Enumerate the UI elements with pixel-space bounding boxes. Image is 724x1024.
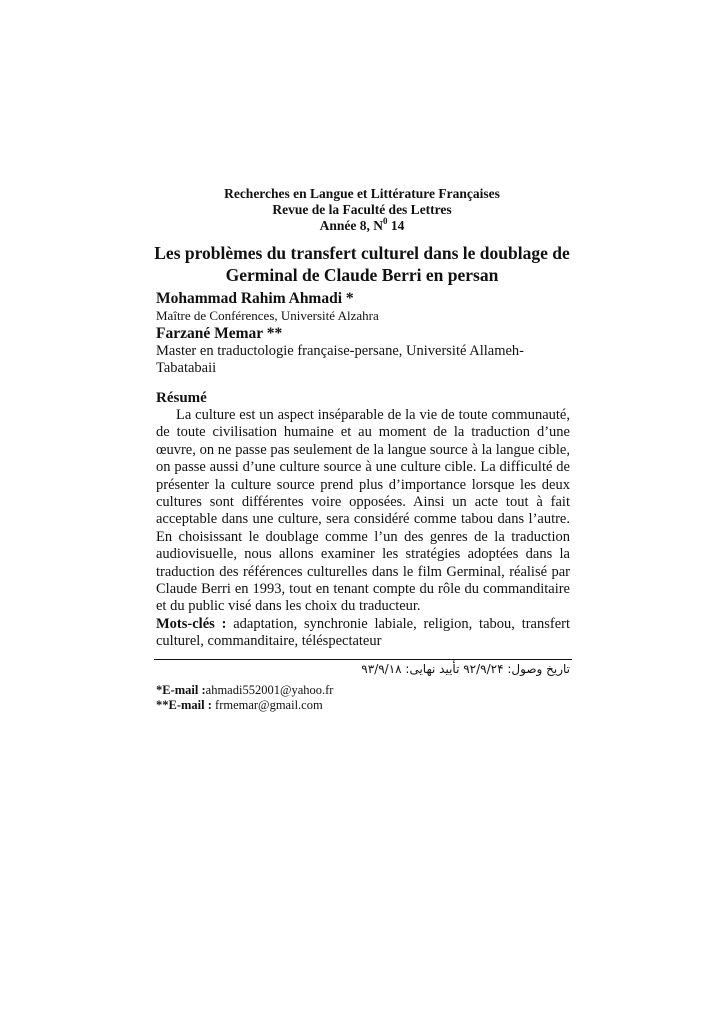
title-line-1: Les problèmes du transfert culturel dans le doublage de xyxy=(154,243,570,263)
abstract-body: La culture est un aspect inséparable de la vie de toute communauté, de toute civilisation humaine et au moment de la traduction d’une œuvre, on ne passe pas seulement de la langue source à la langue cible, on passe aussi d’une culture source à une culture cible. La difficulté de présenter la culture source prend plus d’importance lorsque les deux cultures sont différentes voire opposées. Ainsi un acte tout à fait acceptable dans une culture, sera considéré comme tabou dans l’autre. En choisissant le doublage comme l’un des genres de la traduction audiovisuelle, nous allons examiner les stratégies adoptées dans la traduction des références culturelles dans le film Germinal, réalisé par Claude Berri en 1993, tout en tenant compte du rôle du commanditaire et du public visé dans les choix du traducteur. xyxy=(156,407,570,615)
abstract-heading: Résumé xyxy=(156,390,207,406)
email-2-label: **E-mail : xyxy=(156,698,216,712)
keywords xyxy=(156,616,570,651)
journal-faculty: Revue de la Faculté des Lettres xyxy=(272,202,452,217)
email-line-2 xyxy=(156,698,570,713)
journal-header xyxy=(0,186,724,234)
author-1-name: Mohammad Rahim Ahmadi * xyxy=(156,290,354,307)
submission-dates: تاریخ وصول: ۹۲/۹/۲۴ تأیید نهایی: ۹۳/۹/۱۸ xyxy=(361,662,570,676)
author-2-affiliation-line-2: Tabatabaii xyxy=(156,360,217,376)
author-2-name: Farzané Memar ** xyxy=(156,325,283,342)
keywords-label: Mots-clés : xyxy=(156,615,227,632)
abstract xyxy=(156,389,570,651)
email-1-label: *E-mail : xyxy=(156,683,206,697)
keywords-list: adaptation, synchronie labiale, religion, tabou, transfert culturel, commanditaire, téléspectateur xyxy=(156,615,571,650)
footnote-divider xyxy=(154,659,572,660)
email-line-1 xyxy=(156,683,570,698)
author-1-affiliation: Maître de Conférences, Université Alzahra xyxy=(156,308,379,323)
issue-prefix: Année 8, N xyxy=(319,218,383,233)
contact-emails xyxy=(156,683,570,713)
article-title xyxy=(140,242,584,286)
title-line-2: Germinal de Claude Berri en persan xyxy=(225,265,499,285)
journal-issue xyxy=(0,218,724,234)
author-block xyxy=(156,289,576,377)
email-1-address: ahmadi552001@yahoo.fr xyxy=(205,683,334,697)
journal-name: Recherches en Langue et Littérature Françaises xyxy=(224,186,500,201)
issue-superscript: 0 xyxy=(383,216,388,226)
issue-number: 14 xyxy=(387,218,405,233)
author-2-affiliation-line-1: Master en traductologie française-persane, Université Allameh- xyxy=(156,343,524,359)
email-2-address: frmemar@gmail.com xyxy=(215,698,323,712)
